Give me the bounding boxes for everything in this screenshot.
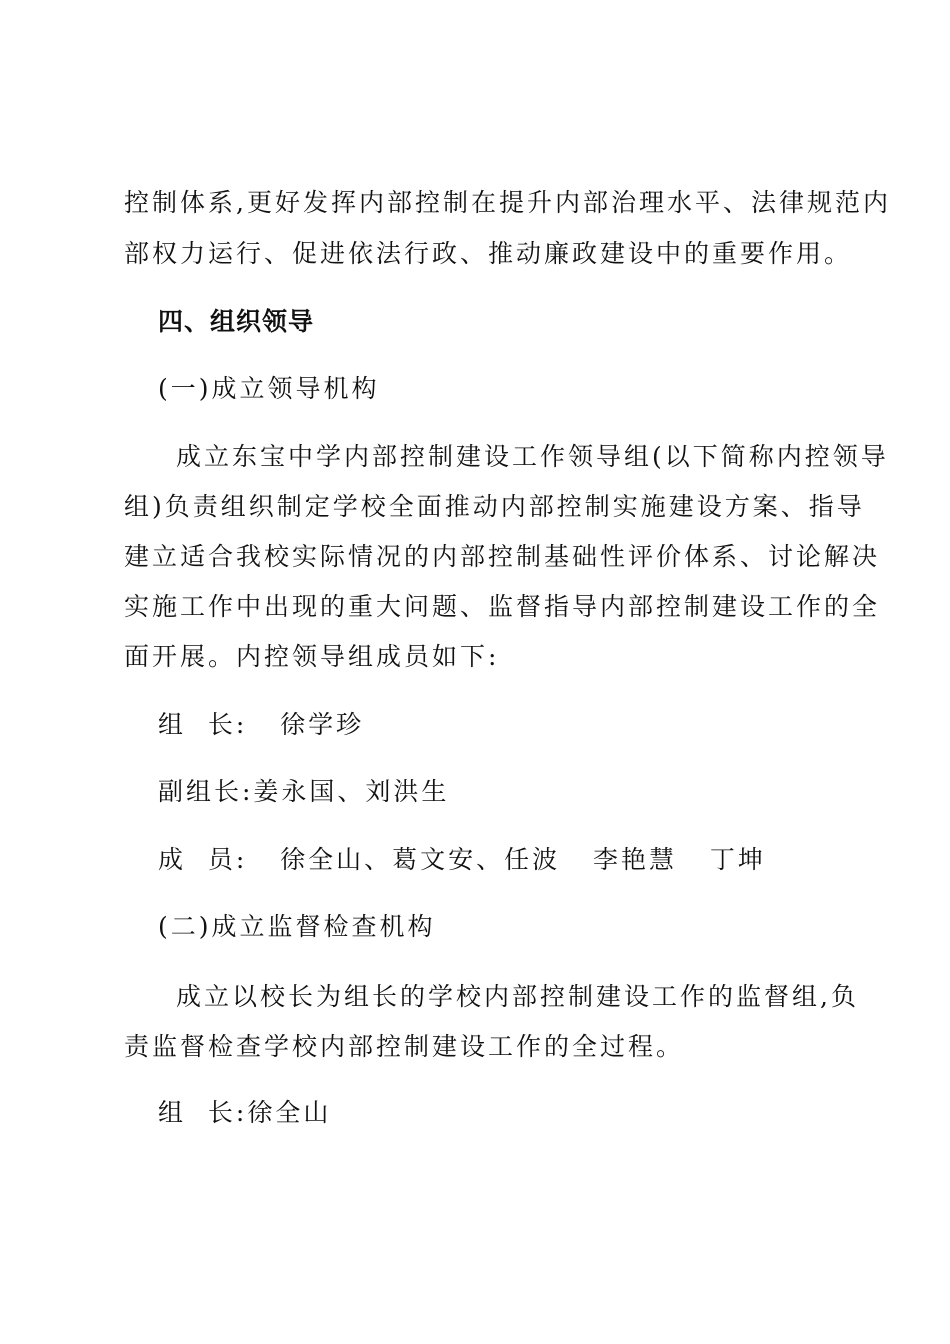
supervision-paragraph-line-1: 成立以校长为组长的学校内部控制建设工作的监督组,负 [176, 982, 859, 1011]
subsection-heading-supervision-body: (二)成立监督检查机构 [158, 912, 436, 941]
leadership-paragraph-line-5: 面开展。内控领导组成员如下: [124, 642, 500, 671]
leadership-paragraph-line-4: 实施工作中出现的重大问题、监督指导内部控制建设工作的全 [124, 592, 881, 621]
deputy-leader-line: 副组长:姜永国、刘洪生 [158, 777, 450, 806]
supervision-paragraph-line-2: 责监督检查学校内部控制建设工作的全过程。 [124, 1032, 685, 1061]
members-line: 成 员: 徐全山、葛文安、任波 李艳慧 丁坤 [158, 845, 766, 874]
subsection-heading-leadership-body: (一)成立领导机构 [158, 374, 380, 403]
leader-line: 组 长: 徐学珍 [158, 710, 365, 739]
intro-paragraph-line-2: 部权力运行、促进依法行政、推动廉政建设中的重要作用。 [124, 239, 853, 268]
leadership-paragraph-line-1: 成立东宝中学内部控制建设工作领导组(以下简称内控领导 [176, 442, 889, 471]
leadership-paragraph-line-3: 建立适合我校实际情况的内部控制基础性评价体系、讨论解决 [124, 542, 881, 571]
supervision-leader-line: 组 长:徐全山 [158, 1098, 332, 1127]
leadership-paragraph-line-2: 组)负责组织制定学校全面推动内部控制实施建设方案、指导 [124, 492, 865, 521]
section-heading-organization-leadership: 四、组织领导 [158, 307, 315, 336]
intro-paragraph-line-1: 控制体系,更好发挥内部控制在提升内部治理水平、法律规范内 [124, 188, 891, 217]
